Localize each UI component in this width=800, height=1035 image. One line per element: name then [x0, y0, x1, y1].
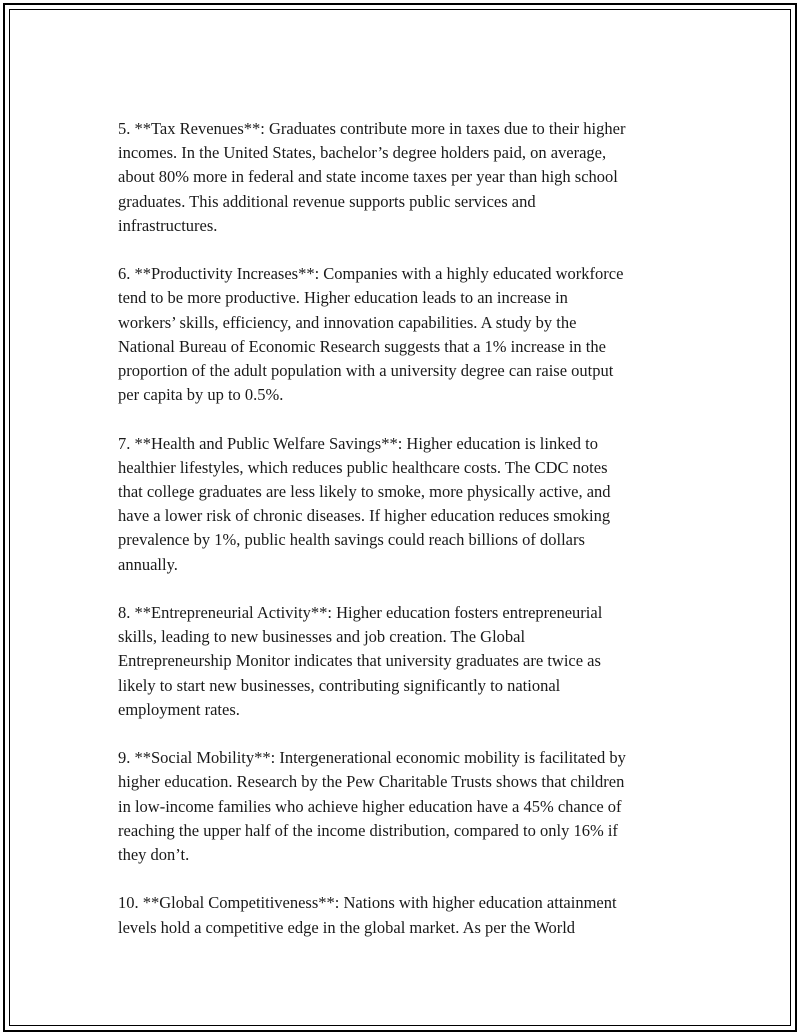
- paragraph-social-mobility: 9. **Social Mobility**: Intergenerational economic mobility is facilitated by higher education. Research by the Pew Charitable Trusts shows that children in low-income families who achieve higher education have a 45% chance of reaching the upper half of the income distribution, compared to only 16% if they don’t.: [118, 748, 626, 865]
- paragraph-health-public-welfare: 7. **Health and Public Welfare Savings**: Higher education is linked to healthier lifestyles, which reduces public healthcare costs. The CDC notes that college graduates are less likely to smoke, more physically active, and have a lower risk of chronic diseases. If higher education reduces smoking prevalence by 1%, public health savings could reach billions of dollars annually.: [118, 433, 611, 574]
- paragraph-tax-revenues: 5. **Tax Revenues**: Graduates contribute more in taxes due to their higher incomes. In the United States, bachelor’s degree holders paid, on average, about 80% more in federal and state income taxes per year than high school graduates. This additional revenue supports public services and infrastructures.: [118, 119, 626, 235]
- paragraph-entrepreneurial-activity: 8. **Entrepreneurial Activity**: Higher education fosters entrepreneurial skills, leading to new businesses and job creation. The Global Entrepreneurship Monitor indicates that university graduates are twice as likely to start new businesses, contributing significantly to national employment rates.: [118, 603, 603, 719]
- paragraph-productivity-increases: 6. **Productivity Increases**: Companies with a highly educated workforce tend to be more productive. Higher education leads to an increase in workers’ skills, efficiency, and innovation capabilities. A study by the National Bureau of Economic Research suggests that a 1% increase in the proportion of the adult population with a university degree can raise output per capita by up to 0.5%.: [118, 264, 624, 405]
- paragraph-global-competitiveness: 10. **Global Competitiveness**: Nations with higher education attainment levels hold a competitive edge in the global market. As per the World: [118, 893, 617, 937]
- document-body: [118, 117, 698, 940]
